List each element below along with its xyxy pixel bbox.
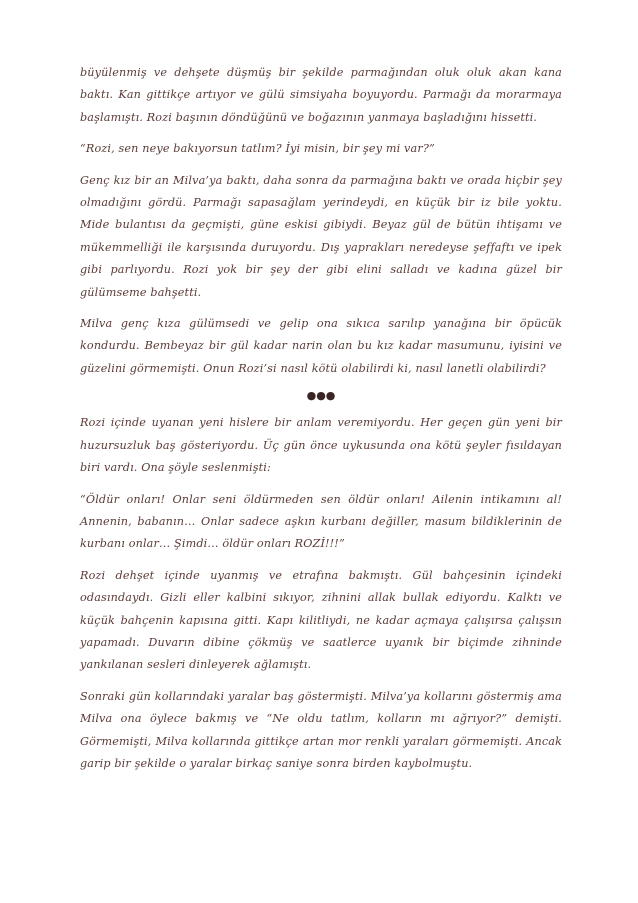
paragraph-5: Rozi içinde uyanan yeni hislere bir anlam veremiyordu. Her geçen gün yeni bir huzursuzluk baş gösteriyordu. Üç gün önce uykusunda ona kötü şeyler fısıldayan biri vardı. Ona şöyle seslenmişti: <box>80 416 562 475</box>
paragraph-3: Genç kız bir an Milva’ya baktı, daha sonra da parmağına baktı ve orada hiçbir şey olmadığını gördü. Parmağı sapasağlam yerindeydi, en küçük bir iz bile yoktu. Mide bulantısı da geçmişti, güne eskisi gibiydi. Beyaz gül de bütün ihtişamı ve mükemmelliği ile karşısında duruyordu. Dış yaprakları neredeyse şeffaftı ve ipek gibi parlıyordu. Rozi yok bir şey der gibi elini salladı ve kadına güzel bir gülümseme bahşetti. <box>80 173 562 299</box>
paragraph-7: Rozi dehşet içinde uyanmış ve etrafına bakmıştı. Gül bahçesinin içindeki odasındaydı. Gizli eller kalbini sıkıyor, zihnini allak bullak ediyordu. Kalktı ve küçük bahçenin kapısına gitti. Kapı kilitliydi, ne kadar açmaya çalışırsa çalışsın yapamadı. Duvarın dibine çökmüş ve saatlerce uyanık bir biçimde zihninde yankılanan sesleri dinleyerek ağlamıştı. <box>80 568 562 672</box>
paragraph-8: Sonraki gün kollarındaki yaralar baş göstermişti. Milva’ya kollarını göstermiş ama Milva ona öylece bakmış ve “Ne oldu tatlım, kolların mı ağrıyor?” demişti. Görmemişti, Milva kollarında gittikçe artan mor renkli yaraları görmemişti. Ancak garip bir şekilde o yaralar birkaç saniye sonra birden kaybolmuştu. <box>80 689 562 770</box>
document-page <box>80 62 562 784</box>
paragraph-6-dialogue: “Öldür onları! Onlar seni öldürmeden sen öldür onları! Ailenin intikamını al! Annenin, babanın… Onlar sadece aşkın kurbanı değiller, masum bildiklerinin de kurbanı onlar… Şimdi… öldür onları ROZİ!!!” <box>80 492 562 551</box>
paragraph-2-dialogue: “Rozi, sen neye bakıyorsun tatlım? İyi misin, bir şey mi var?” <box>80 142 435 156</box>
paragraph-1: büyülenmiş ve dehşete düşmüş bir şekilde parmağından oluk oluk akan kana baktı. Kan gittikçe artıyor ve gülü simsiyaha boyuyordu. Parmağı da morarmaya başlamıştı. Rozi başının döndüğünü ve boğazının yanmaya başladığını hissetti. <box>80 66 562 124</box>
section-separator: ●●● <box>306 389 336 403</box>
paragraph-4: Milva genç kıza gülümsedi ve gelip ona sıkıca sarılıp yanağına bir öpücük kondurdu. Bembeyaz bir gül kadar narin olan bu kız kadar masumunu, iyisini ve güzelini görmemişti. Onun Rozi’si nasıl kötü olabilirdi ki, nasıl lanetli olabilirdi? <box>80 317 562 375</box>
